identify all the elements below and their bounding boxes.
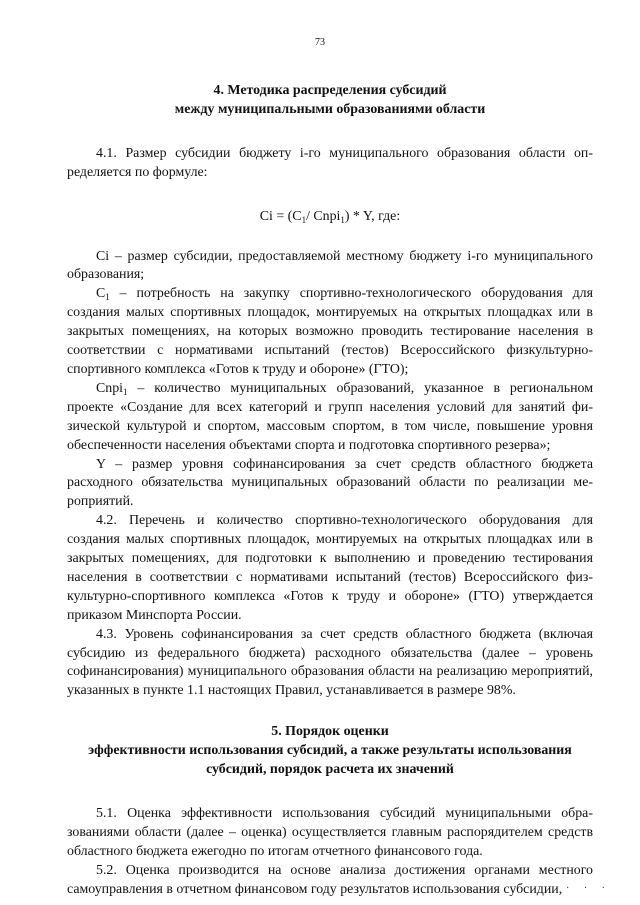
definition-c1-subscript: 1 (105, 292, 110, 303)
definition-c1-symbol: C (96, 286, 106, 302)
definition-cnpi-symbol: Cnpi (96, 380, 124, 396)
formula-part-c: ) * Y, где: (344, 208, 401, 224)
definition-y: Y – размер уровня софинансирования за счет средств областного бюджета расходного обязательства муниципальных образований области по реализации мероприятий. (67, 456, 593, 510)
definition-cnpi-subscript: 1 (123, 386, 128, 397)
section-4-heading (67, 82, 593, 120)
formula-part-a: Ci = (C (259, 208, 302, 224)
definition-cnpi-text: – количество муниципальных образований, указанное в региональном проекте «Создание для всех категорий и групп населения условий для занятий физической культурой и спортом, массовым спортом, в том числе, повышение уровня обеспеченности населения объектами спорта и подготовка спортивного резерва»; (67, 380, 593, 453)
scan-edge-marks: · · · (566, 883, 611, 894)
section-5-heading-line-1: 5. Порядок оценки (271, 724, 389, 740)
definition-cnpi (67, 380, 593, 456)
paragraph-4-3: 4.3. Уровень софинансирования за счет средств областного бюджета (включая субсидию из федерального бюджета) расходного обязательства (далее – уровень софинансирования) муниципального образования области на реализацию мероприятий, указанных в пункте 1.1 настоящих Правил, устанавливается в размере 98%. (67, 626, 593, 699)
section-5-heading-line-3: субсидий, порядок расчета их значений (206, 762, 454, 778)
paragraph-5-1: 5.1. Оценка эффективности использования субсидий муниципальными образованиями области (далее – оценка) осуществляется главным распорядителем средств областного бюджета ежегодно по итогам отчетного финансового года. (67, 806, 593, 859)
definition-c1-text: – потребность на закупку спортивно-технологического оборудования для создания малых спортивных площадок, монтируемых на открытых площадках или в закрытых помещениях, на которых возможно проводить тестирование населения в соответствии с нормативами испытаний (тестов) Всероссийского физкультурно-спортивного комплекса «Готов к труду и обороне» (ГТО); (67, 286, 593, 377)
section-5-heading-line-2: эффективности использования субсидий, а также результаты использования (88, 743, 572, 759)
paragraph-4-2: 4.2. Перечень и количество спортивно-технологического оборудования для создания малых спортивных площадок, монтируемых на открытых площадках или в закрытых помещениях, для подготовки к выполнению и проведению тестирования населения в соответствии с нормативами испытаний (тестов) Всероссийского физкультурно-спортивного комплекса «Готов к труду и обороне» (ГТО) утверждается приказом Минспорта России. (67, 513, 593, 623)
page-number: 73 (315, 37, 325, 48)
formula-subscript-1: 1 (301, 214, 307, 225)
paragraph-4-1: 4.1. Размер субсидии бюджету i-го муниципального образования области определяется по формуле: (67, 145, 593, 180)
definition-c1 (67, 285, 593, 380)
section-5-heading (67, 723, 593, 780)
section-4-heading-line-1: 4. Методика распределения субсидий (213, 83, 447, 98)
formula-subscript-2: 1 (340, 214, 345, 225)
formula-part-b: / Cnpi (306, 208, 341, 224)
document-body (67, 82, 593, 900)
section-4-heading-line-2: между муниципальными образованиями области (174, 101, 486, 117)
formula (67, 208, 593, 227)
definition-ci: Ci – размер субсидии, предоставляемой местному бюджету i-го муниципального образования; (67, 248, 593, 283)
paragraph-5-2: 5.2. Оценка производится на основе анализа достижения органами местного самоуправления в отчетном финансовом году результатов использования субсидии, (67, 862, 593, 897)
